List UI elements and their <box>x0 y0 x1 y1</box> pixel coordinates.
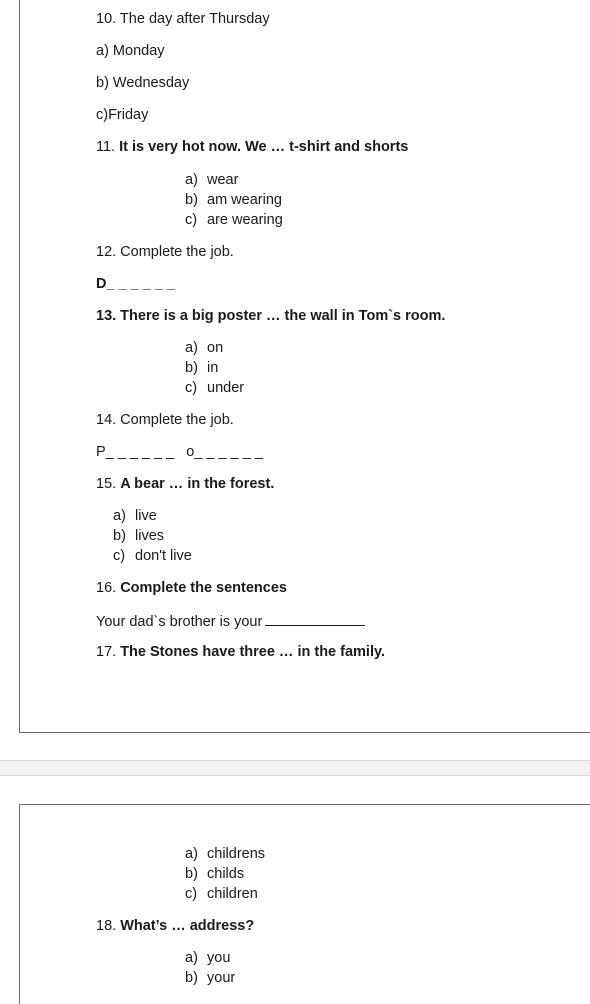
question-15-option-c: c) don't live <box>113 548 192 564</box>
question-11-option-c: c) are wearing <box>185 212 283 228</box>
question-11-stem: It is very hot now. We … t-shirt and shorts <box>119 139 409 155</box>
question-18-option-a: a) you <box>185 950 231 966</box>
question-18-number: 18. <box>96 918 121 934</box>
question-15-option-a: a) live <box>113 508 157 524</box>
question-17-stem: The Stones have three … in the family. <box>120 644 386 660</box>
question-17-option-c: c) children <box>185 886 258 902</box>
question-12-stem: 12. Complete the job. <box>96 244 234 260</box>
question-16-sentence-text: Your dad`s brother is your <box>96 614 263 630</box>
question-11-number: 11. <box>96 139 120 155</box>
question-18-stem: What’s … address? <box>120 918 255 934</box>
question-13-stem: 13. There is a big poster … the wall in Tom`s room. <box>96 308 446 324</box>
question-11 <box>96 138 408 156</box>
question-15-number: 15. <box>96 476 121 492</box>
answer-blank <box>265 611 365 626</box>
question-16-number: 16. <box>96 580 121 596</box>
question-17-option-a: a) childrens <box>185 846 266 862</box>
question-14-word-puzzle: P_ _ _ _ _ _ o_ _ _ _ _ _ <box>96 444 263 460</box>
page-separator <box>0 760 590 776</box>
question-11-option-b: b) am wearing <box>185 192 282 208</box>
question-10-option-b: b) Wednesday <box>96 75 190 91</box>
question-16-sentence <box>96 611 365 631</box>
question-15 <box>96 475 274 493</box>
question-10-option-c: c)Friday <box>96 107 149 123</box>
question-12-word-puzzle: D_ _ _ _ _ _ <box>96 276 175 292</box>
question-17-number: 17. <box>96 644 121 660</box>
question-10-stem: 10. The day after Thursday <box>96 11 270 27</box>
question-17 <box>96 643 385 661</box>
question-18 <box>96 917 254 935</box>
question-16 <box>96 579 287 597</box>
question-10-option-a: a) Monday <box>96 43 165 59</box>
question-11-option-a: a) wear <box>185 172 239 188</box>
question-13-option-a: a) on <box>185 340 224 356</box>
question-15-option-b: b) lives <box>113 528 165 544</box>
question-15-stem: A bear … in the forest. <box>120 476 275 492</box>
question-16-stem: Complete the sentences <box>120 580 287 596</box>
question-14-stem: 14. Complete the job. <box>96 412 234 428</box>
question-17-option-b: b) childs <box>185 866 245 882</box>
question-13-option-c: c) under <box>185 380 245 396</box>
worksheet-page-2 <box>19 804 590 1004</box>
question-13-option-b: b) in <box>185 360 219 376</box>
question-18-option-b: b) your <box>185 970 236 986</box>
